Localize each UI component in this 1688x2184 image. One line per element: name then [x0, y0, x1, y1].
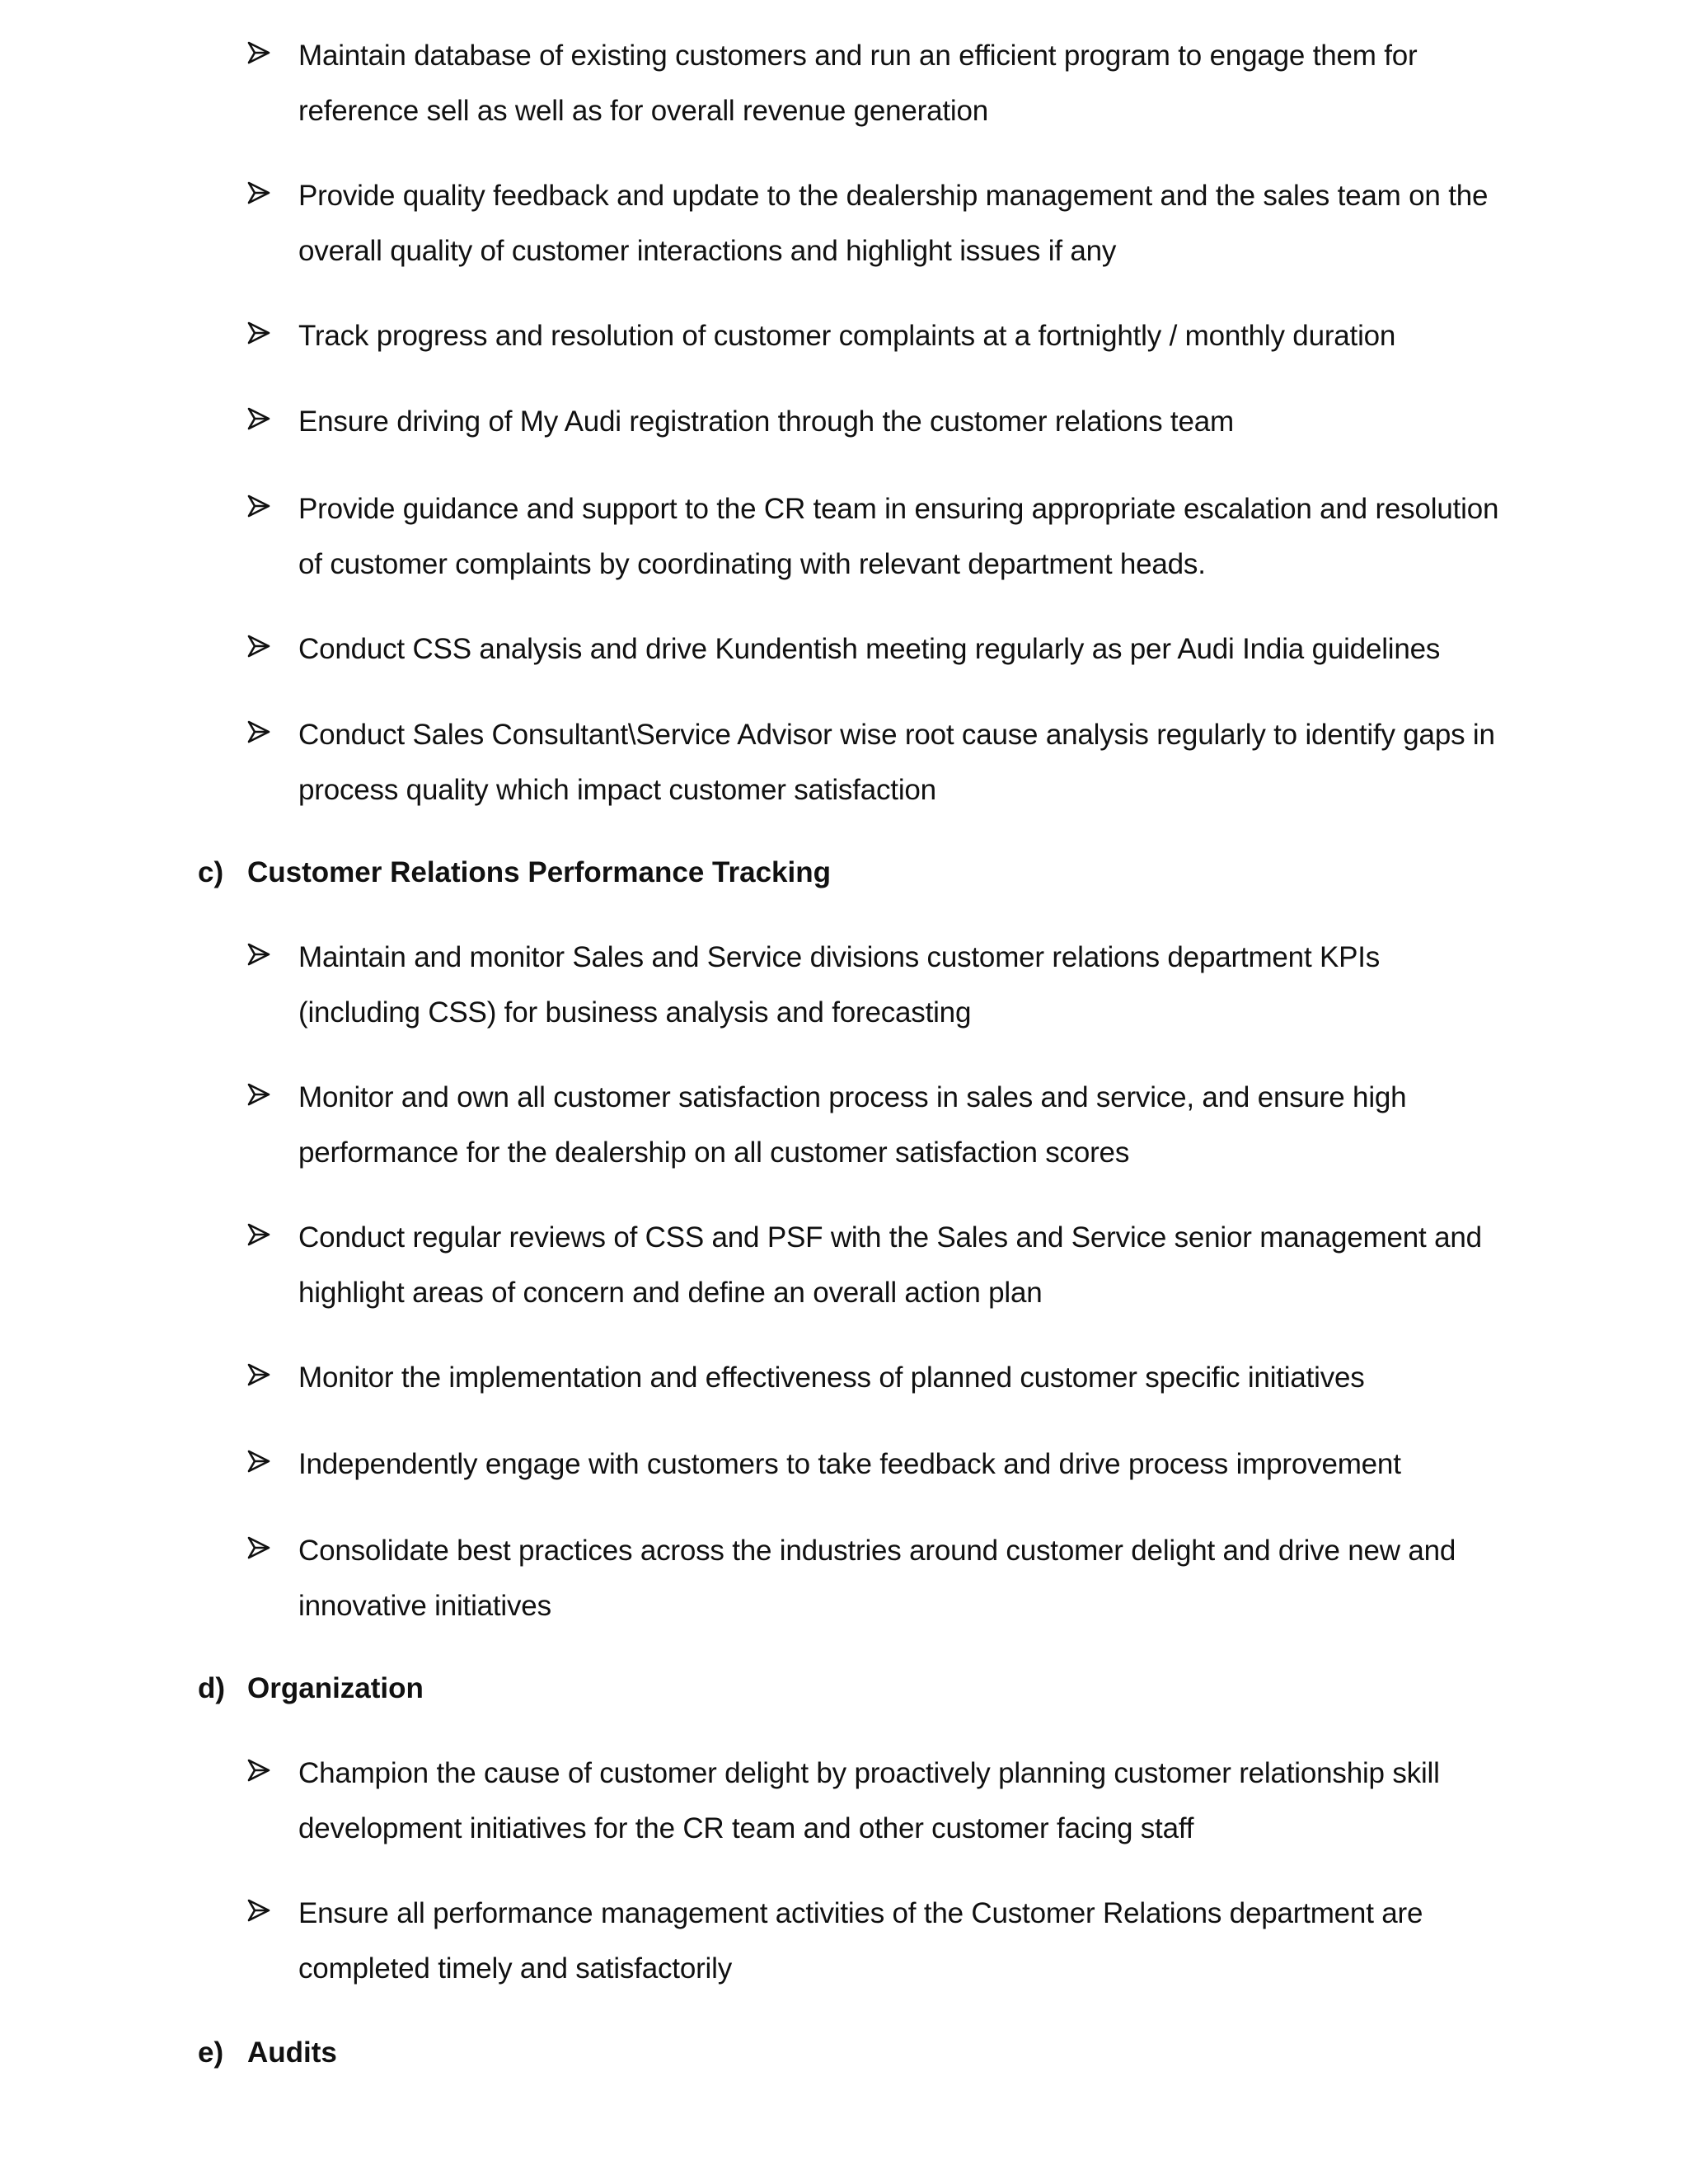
section-title: Organization: [247, 1672, 424, 1704]
section-title: Audits: [247, 2036, 337, 2069]
arrow-bullet-icon: [247, 943, 272, 968]
bullet-text-line: Consolidate best practices across the industries around customer delight and drive new and: [298, 1535, 1456, 1567]
bullet-text-line: Monitor and own all customer satisfaction process in sales and service, and ensure high: [298, 1081, 1407, 1113]
bullet-text-line: completed timely and satisfactorily: [298, 1952, 732, 1985]
bullet-text-line: highlight areas of concern and define an overall action plan: [298, 1277, 1043, 1309]
arrow-bullet-icon: [247, 181, 272, 206]
bullet-text-line: Maintain database of existing customers and run an efficient program to engage them for: [298, 40, 1418, 72]
bullet-text-line: innovative initiatives: [298, 1590, 551, 1622]
bullet-text-line: Independently engage with customers to take feedback and drive process improvement: [298, 1448, 1401, 1480]
arrow-bullet-icon: [247, 1223, 272, 1248]
bullet-text-line: overall quality of customer interactions and highlight issues if any: [298, 235, 1117, 267]
arrow-bullet-icon: [247, 407, 272, 432]
bullet-text-line: Provide guidance and support to the CR team in ensuring appropriate escalation and resolution: [298, 493, 1499, 525]
arrow-bullet-icon: [247, 321, 272, 346]
arrow-bullet-icon: [247, 1083, 272, 1108]
bullet-text-line: Champion the cause of customer delight by proactively planning customer relationship skill: [298, 1757, 1440, 1789]
arrow-bullet-icon: [247, 1536, 272, 1561]
bullet-text-line: Ensure driving of My Audi registration through the customer relations team: [298, 405, 1234, 438]
bullet-text-line: reference sell as well as for overall revenue generation: [298, 95, 989, 127]
bullet-text-line: Monitor the implementation and effectiveness of planned customer specific initiatives: [298, 1361, 1365, 1394]
bullet-text-line: Ensure all performance management activities of the Customer Relations department are: [298, 1897, 1423, 1929]
arrow-bullet-icon: [247, 494, 272, 519]
bullet-text-line: performance for the dealership on all customer satisfaction scores: [298, 1137, 1130, 1169]
arrow-bullet-icon: [247, 1450, 272, 1474]
arrow-bullet-icon: [247, 1363, 272, 1388]
bullet-text-line: (including CSS) for business analysis and forecasting: [298, 996, 972, 1029]
arrow-bullet-icon: [247, 1899, 272, 1924]
bullet-text-line: of customer complaints by coordinating with relevant department heads.: [298, 548, 1206, 580]
bullet-text-line: Conduct regular reviews of CSS and PSF with the Sales and Service senior management and: [298, 1221, 1482, 1254]
bullet-text-line: development initiatives for the CR team and other customer facing staff: [298, 1812, 1194, 1844]
arrow-bullet-icon: [247, 720, 272, 745]
arrow-bullet-icon: [247, 1759, 272, 1783]
bullet-text-line: Maintain and monitor Sales and Service divisions customer relations department KPIs: [298, 941, 1381, 973]
section-letter: c): [198, 856, 224, 888]
bullet-text-line: Provide quality feedback and update to the dealership management and the sales team on the: [298, 180, 1489, 212]
section-letter: d): [198, 1672, 226, 1704]
bullet-text-line: Track progress and resolution of customer complaints at a fortnightly / monthly duration: [298, 320, 1396, 352]
section-letter: e): [198, 2036, 224, 2069]
bullet-text-line: Conduct CSS analysis and drive Kundentish meeting regularly as per Audi India guidelines: [298, 633, 1441, 665]
section-title: Customer Relations Performance Tracking: [247, 856, 831, 888]
bullet-text-line: Conduct Sales Consultant\Service Advisor wise root cause analysis regularly to identify gaps in: [298, 719, 1495, 751]
bullet-text-line: process quality which impact customer satisfaction: [298, 774, 936, 806]
arrow-bullet-icon: [247, 41, 272, 66]
arrow-bullet-icon: [247, 635, 272, 659]
